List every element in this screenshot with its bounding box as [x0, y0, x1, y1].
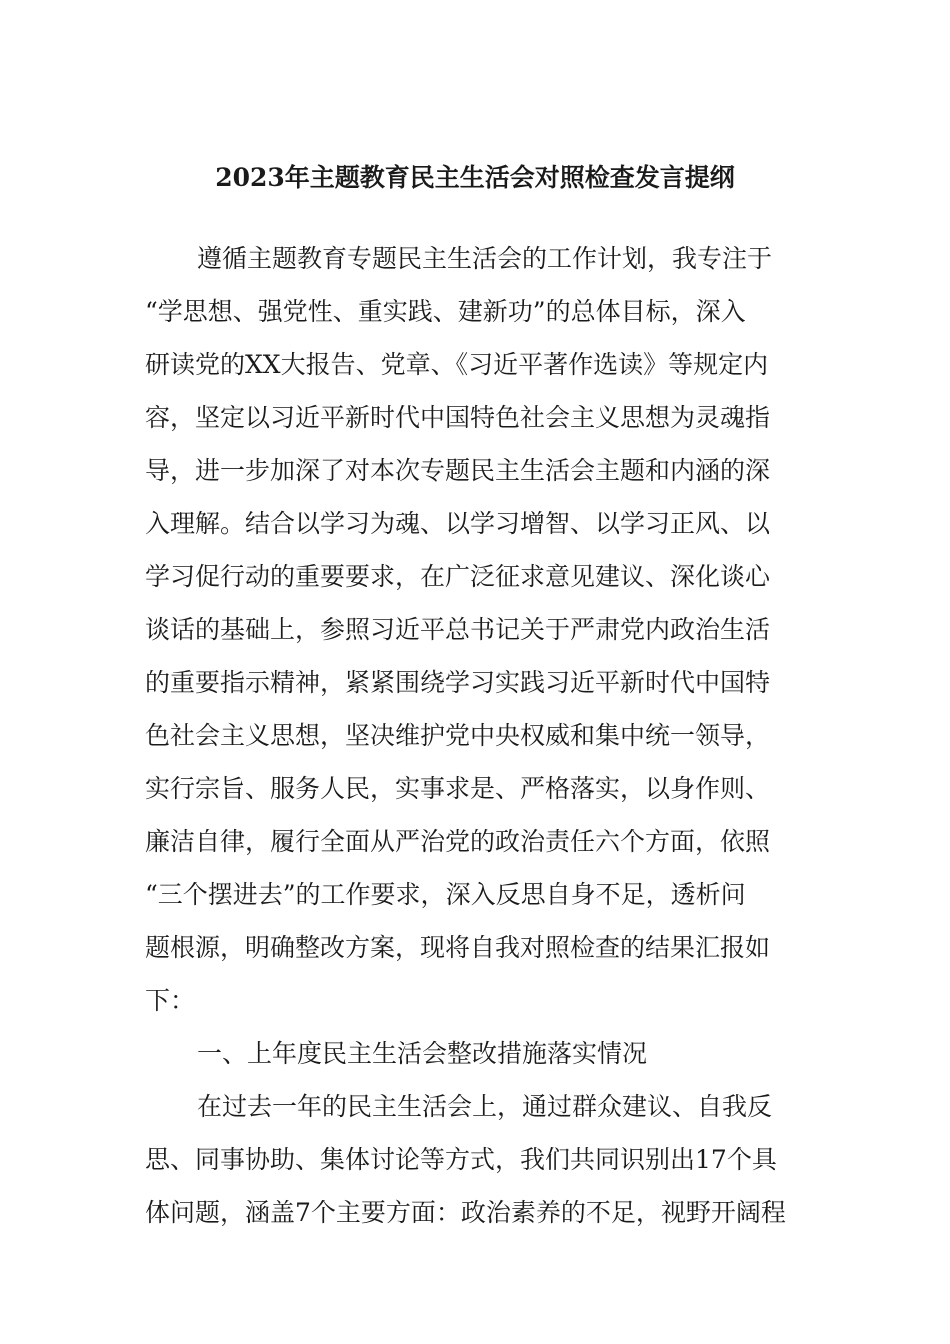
section-heading: 一、上年度民主生活会整改措施落实情况 — [197, 1039, 648, 1068]
paragraph-line: 学习促行动的重要要求，在广泛征求意见建议、深化谈心 — [145, 562, 771, 591]
paragraph-line: 廉洁自律，履行全面从严治党的政治责任六个方面，依照 — [145, 827, 771, 856]
document-body — [145, 232, 809, 1239]
paragraph-line: 遵循主题教育专题民主生活会的工作计划，我专注于 — [197, 244, 773, 273]
paragraph-line: 的重要指示精神，紧紧围绕学习实践习近平新时代中国特 — [145, 668, 771, 697]
paragraph-line: 谈话的基础上，参照习近平总书记关于严肃党内政治生活 — [145, 615, 771, 644]
paragraph-line: “学思想、强党性、重实践、建新功”的总体目标，深入 — [145, 297, 746, 326]
paragraph-line: 导，进一步加深了对本次专题民主生活会主题和内涵的深 — [145, 456, 771, 485]
paragraph-line: 研读党的XX大报告、党章、《习近平著作选读》等规定内 — [145, 350, 769, 379]
paragraph-line: 下： — [145, 986, 196, 1015]
document-title: 2023年主题教育民主生活会对照检查发言提纲 — [215, 163, 735, 192]
paragraph-line: 题根源，明确整改方案，现将自我对照检查的结果汇报如 — [145, 933, 771, 962]
paragraph-line: 体问题，涵盖7个主要方面：政治素养的不足，视野开阔程 — [145, 1198, 786, 1227]
paragraph-line: 色社会主义思想，坚决维护党中央权威和集中统一领导， — [145, 721, 771, 750]
paragraph-line: 容，坚定以习近平新时代中国特色社会主义思想为灵魂指 — [145, 403, 771, 432]
paragraph-line: 实行宗旨、服务人民，实事求是、严格落实，以身作则、 — [145, 774, 771, 803]
paragraph-line: 入理解。结合以学习为魂、以学习增智、以学习正风、以 — [145, 509, 771, 538]
paragraph-line: 在过去一年的民主生活会上，通过群众建议、自我反 — [197, 1092, 773, 1121]
paragraph-line: “三个摆进去”的工作要求，深入反思自身不足，透析问 — [145, 880, 746, 909]
paragraph-line: 思、同事协助、集体讨论等方式，我们共同识别出17个具 — [145, 1145, 777, 1174]
